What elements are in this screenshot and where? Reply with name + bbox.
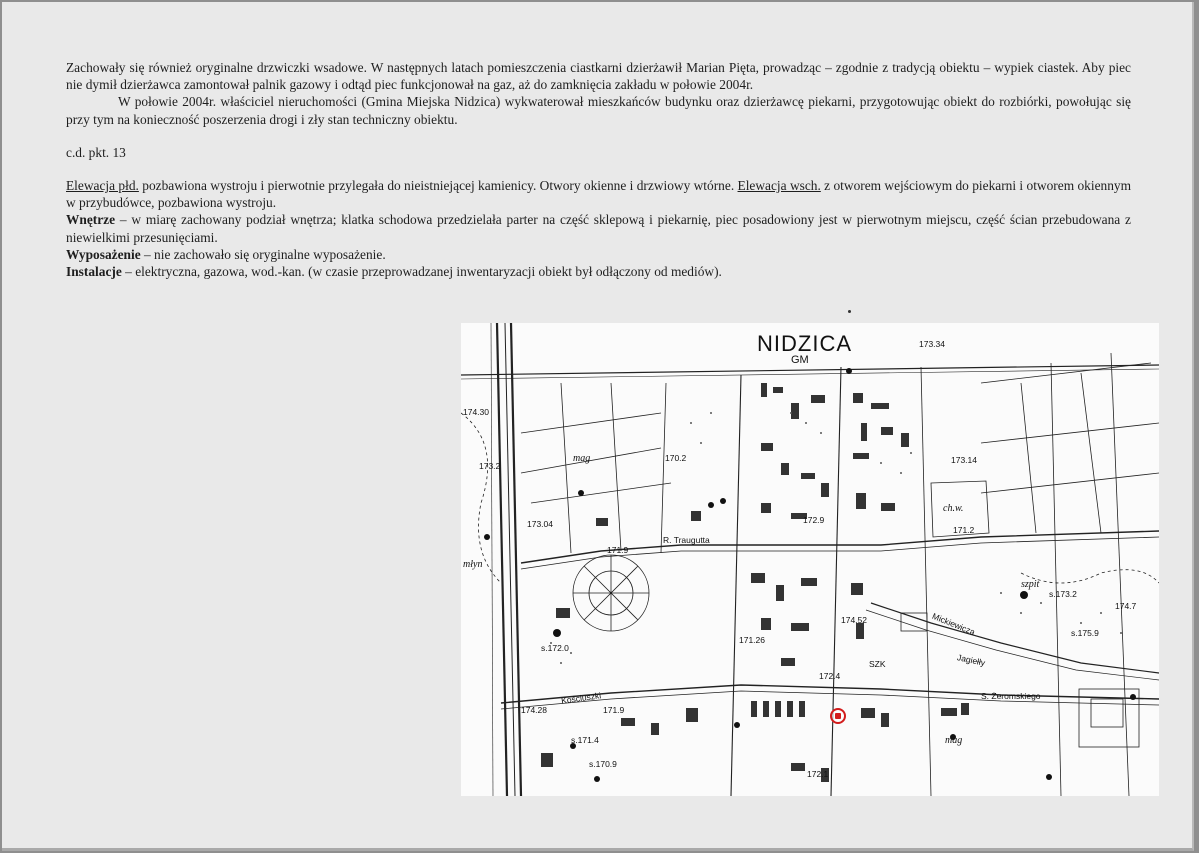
wnetrze-paragraph [66, 211, 1131, 245]
elewacja-wsch-text: z otworem wejściowym do piekarni i otworem okiennym w przybudówce, pozbawiona wystroju. [66, 178, 1132, 211]
elewacja-pld-text: pozbawiona wystroju i pierwotnie przylegała do nieistniejącej kamienicy. Otwory okienne i drzwiowy wtórne. [138, 178, 738, 194]
paragraph-2: W połowie 2004r. właściciel nieruchomości (Gmina Miejska Nidzica) wykwaterował mieszkańców budynku oraz dzierżawcę piekarni, przygotowując obiekt do rozbiórki, powołując się przy tym na konieczność poszerzenia drogi i zły stan techniczny obiektu. [66, 94, 1131, 127]
map-height-label: 172.1 [807, 769, 829, 779]
map-feature-label: mag [945, 735, 963, 746]
map-title: NIDZICA [757, 331, 852, 356]
map-height-label: 174.30 [463, 407, 489, 417]
scan-speck [848, 310, 851, 313]
location-map [461, 323, 1159, 796]
map-height-label: 173.2 [479, 461, 501, 471]
map-height-label: 174.7 [1115, 601, 1137, 611]
map-height-label: 173.34 [919, 339, 945, 349]
map-feature-label: młyn [463, 559, 483, 570]
section-reference: c.d. pkt. 13 [66, 144, 126, 160]
wnetrze-text: – w miarę zachowany podział wnętrza; klatka schodowa przedzielała parter na część sklepową i piekarnię, piec posadowiony jest w pierwotnym miejscu, część ścian przebudowana z niewielkimi przesunięciami. [66, 212, 1131, 245]
paragraph-1: Zachowały się również oryginalne drzwiczki wsadowe. W następnych latach pomieszczenia ciastkarni dzierżawił Marian Pięta, prowadząc – zgodnie z tradycją obiektu – wypiek ciastek. Aby piec nie dymił dzierżawca zamontował palnik gazowy i odtąd piec funkcjonował na gaz, aż do zamknięcia zakładu w połowie 2004r. [66, 60, 1131, 93]
map-height-label: 170.2 [665, 453, 687, 463]
map-height-label: s.171.4 [571, 735, 599, 745]
map-height-label: s.175.9 [1071, 628, 1099, 638]
elewacja-pld-label: Elewacja płd. [66, 178, 139, 194]
map-height-label: 174.52 [841, 615, 867, 625]
map-height-label: s.170.9 [589, 759, 617, 769]
instalacje-paragraph [66, 263, 1131, 280]
map-street-label: Kościuszki [560, 690, 602, 706]
map-feature-label: mag [573, 453, 591, 464]
wnetrze-label: Wnętrze [66, 212, 116, 228]
map-height-label: s.173.2 [1049, 589, 1077, 599]
map-street-label: S. Żeromskiego [981, 691, 1041, 701]
map-height-label: 173.04 [527, 519, 553, 529]
map-height-label: 171.9 [603, 705, 625, 715]
document-page [2, 2, 1194, 851]
map-height-label: 172.4 [819, 671, 841, 681]
map-height-label: 171.2 [953, 525, 975, 535]
map-subtitle: GM [791, 354, 809, 366]
map-street-label: Mickiewicza [930, 610, 977, 638]
map-street-label: Jagiełły [956, 652, 987, 668]
wyposazenie-text: – nie zachowało się oryginalne wyposażenie. [140, 246, 386, 262]
elewacja-paragraph [66, 177, 1131, 211]
map-feature-label: SZK [869, 659, 886, 669]
map-height-label: 172.9 [803, 515, 825, 525]
elewacja-wsch-label: Elewacja wsch. [737, 178, 821, 194]
wyposazenie-label: Wyposażenie [66, 246, 141, 262]
map-height-label: 171.9 [607, 545, 629, 555]
instalacje-text: – elektryczna, gazowa, wod.-kan. (w czasie przeprowadzanej inwentaryzacji obiekt był odłączony od mediów). [121, 264, 722, 280]
map-height-label: 173.14 [951, 455, 977, 465]
location-marker-icon [830, 708, 846, 724]
map-feature-label: szpit [1021, 579, 1040, 590]
map-linework [461, 323, 1159, 796]
map-height-label: 174.28 [521, 705, 547, 715]
map-height-label: s.172.0 [541, 643, 569, 653]
map-height-label: 171.26 [739, 635, 765, 645]
document-text [66, 59, 1131, 280]
map-feature-label: ch.w. [943, 503, 964, 514]
wyposazenie-paragraph [66, 246, 1131, 263]
instalacje-label: Instalacje [66, 264, 122, 280]
map-street-label: R. Traugutta [663, 535, 710, 545]
